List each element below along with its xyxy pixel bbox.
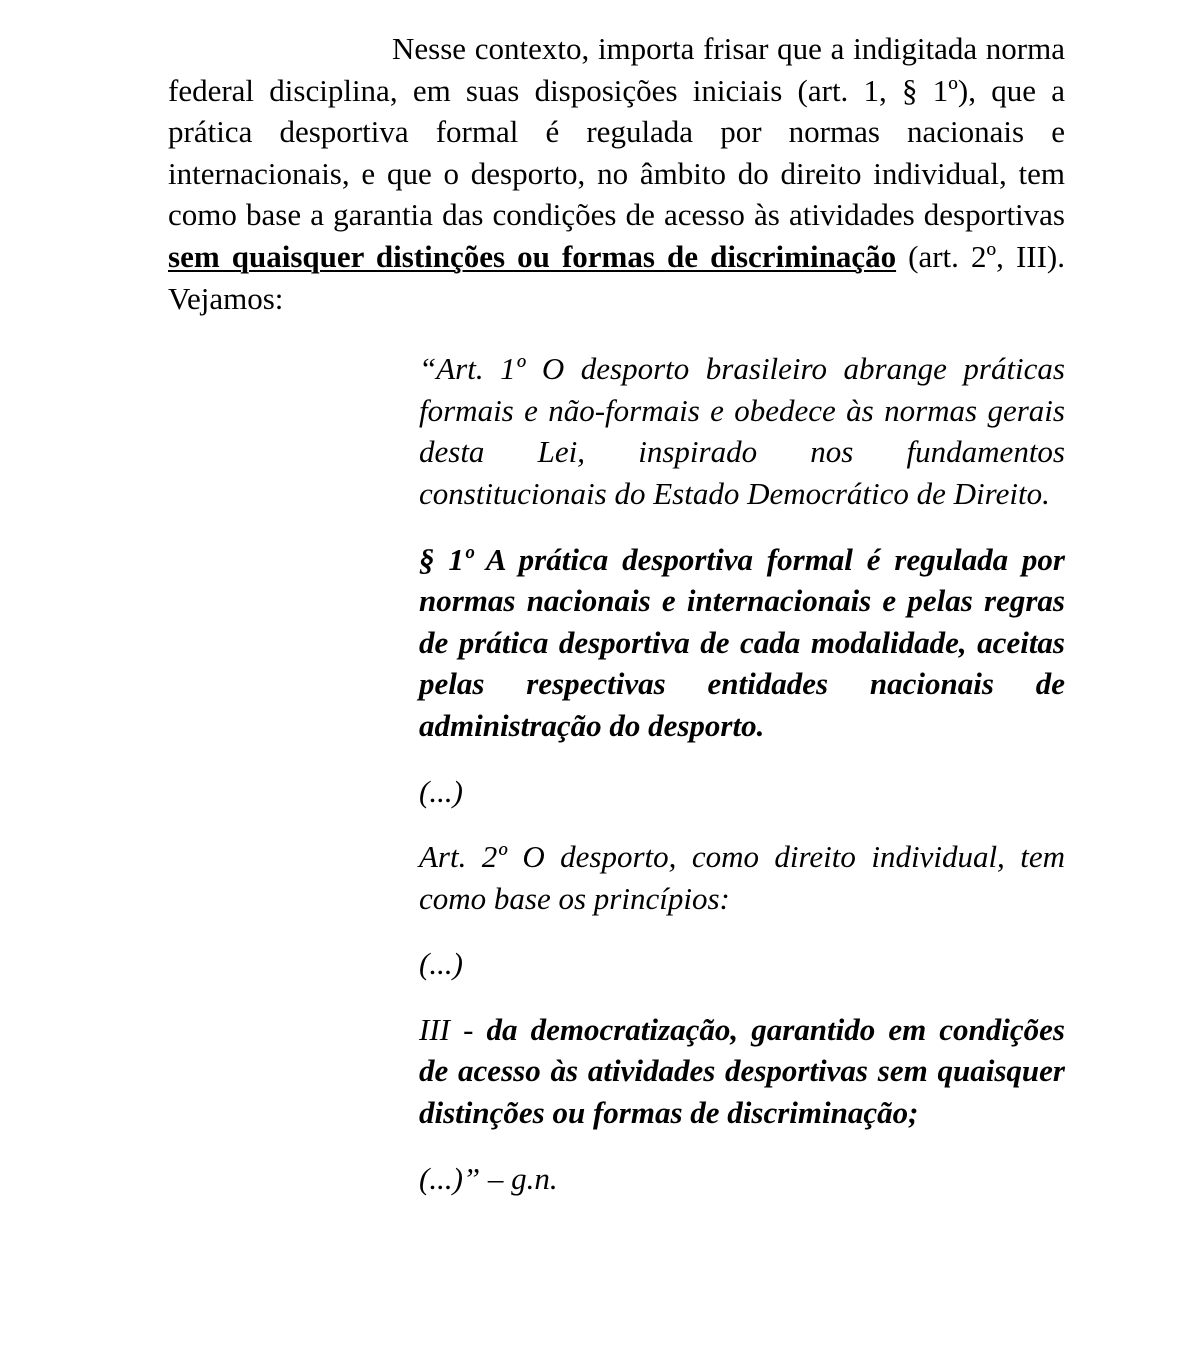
- intro-emphasis: sem quaisquer distinções ou formas de discriminação: [168, 238, 897, 274]
- quote-art-2: Art. 2º O desporto, como direito individual, tem como base os princípios:: [419, 839, 1065, 916]
- quote-closing: (...)” – g.n.: [419, 1160, 558, 1196]
- intro-text-end: (art. 2º, III). Vejamos:: [168, 238, 1065, 316]
- quote-ellipsis-2: (...): [419, 946, 463, 982]
- inciso-3-label: III -: [419, 1011, 487, 1047]
- document-page: [168, 28, 1065, 1199]
- quote-paragraph-1: § 1º A prática desportiva formal é regulada por normas nacionais e internacionais e pelas regras de prática desportiva de cada modalidade, aceitas pelas respectivas entidades nacionais de administração do desporto.: [419, 541, 1065, 743]
- intro-paragraph: [168, 28, 1065, 319]
- quote-art-1: “Art. 1º O desporto brasileiro abrange práticas formais e não-formais e obedece às normas gerais desta Lei, inspirado nos fundamentos constitucionais do Estado Democrático de Direito.: [419, 351, 1065, 511]
- inciso-3-text: da democratização, garantido em condições de acesso às atividades desportivas sem quaisquer distinções ou formas de discriminação;: [419, 1011, 1065, 1131]
- law-quotation: [419, 348, 1065, 1199]
- intro-text-start: Nesse contexto, importa frisar que a indigitada norma federal disciplina, em suas disposições iniciais (art. 1, § 1º), que a prática desportiva formal é regulada por normas nacionais e internacionais, e que o desporto, no âmbito do direito individual, tem como base a garantia das condições de acesso às atividades desportivas: [168, 31, 1065, 233]
- quote-ellipsis-1: (...): [419, 773, 463, 809]
- quote-inciso-3: [419, 1009, 1065, 1134]
